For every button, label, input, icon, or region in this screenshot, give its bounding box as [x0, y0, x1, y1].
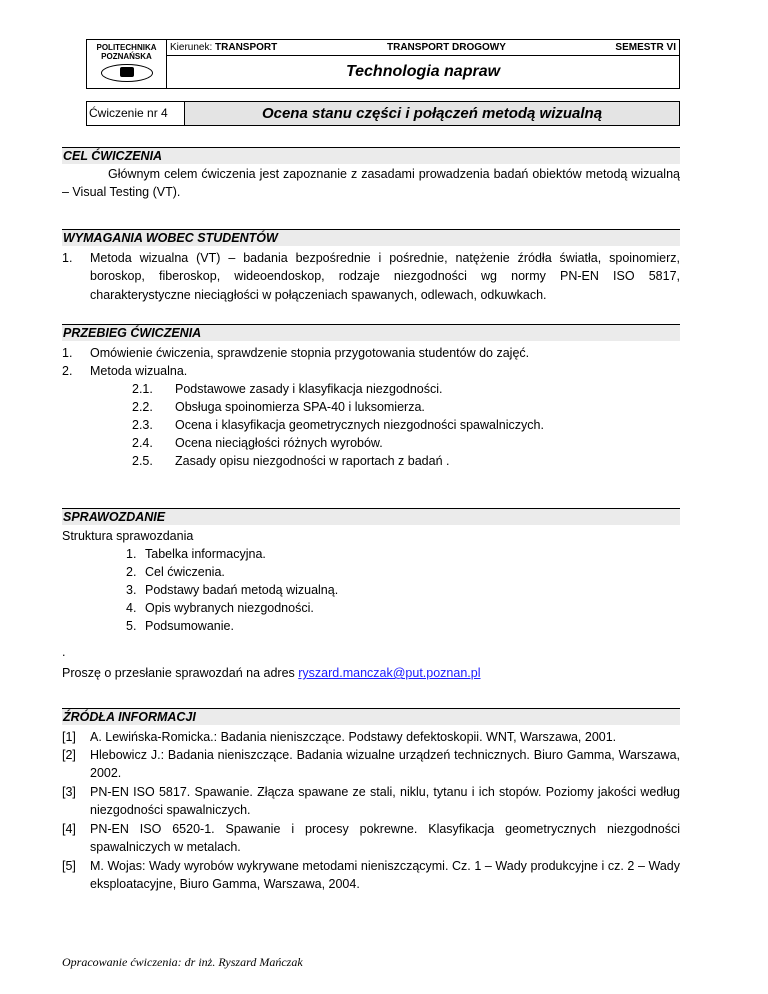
kierunek: Kierunek: TRANSPORT — [170, 42, 278, 53]
przebieg-subitem-text: Podstawowe zasady i klasyfikacja niezgodności. — [175, 382, 443, 396]
source-text: PN-EN ISO 6520-1. Spawanie i procesy pokrewne. Klasyfikacja geometrycznych niezgodności spawalniczych w metalach. — [90, 822, 680, 855]
sprawozdanie-item-num: 1. — [126, 547, 137, 561]
sprawozdanie-intro: Struktura sprawozdania — [62, 529, 194, 543]
sprawozdanie-item-num: 4. — [126, 601, 137, 615]
section-heading-zrodla: ŹRÓDŁA INFORMACJI — [62, 708, 680, 725]
source-text: M. Wojas: Wady wyrobów wykrywane metodami nieniszczącymi. Cz. 1 – Wady produkcyjne i cz. 2 – Wady eksploatacyjne, Biuro Gamma, Warszawa, 2004. — [90, 859, 680, 892]
cel-text: Głównym celem ćwiczenia jest zapoznanie z zasadami prowadzenia badań obiektów metodą wizualną – Visual Testing (VT). — [62, 167, 680, 200]
sprawozdanie-item-text: Cel ćwiczenia. — [145, 565, 225, 579]
section-heading-wymagania: WYMAGANIA WOBEC STUDENTÓW — [62, 229, 680, 246]
exercise-row — [86, 101, 680, 126]
university-emblem-icon — [101, 64, 153, 82]
sprawozdanie-item-num: 2. — [126, 565, 137, 579]
przebieg-subitem-text: Ocena i klasyfikacja geometrycznych niezgodności spawalniczych. — [175, 418, 544, 432]
header-table — [86, 39, 680, 89]
source-num: [2] — [62, 748, 76, 762]
university-name-line1: POLITECHNIKA — [96, 43, 157, 52]
email-link[interactable]: ryszard.manczak@put.poznan.pl — [298, 666, 481, 680]
przebieg-subitem-num: 2.3. — [132, 418, 153, 432]
header-info-row — [167, 40, 679, 56]
wymagania-item-text: Metoda wizualna (VT) – badania bezpośrednie i pośrednie, natężenie źródła światła, spoinomierz, boroskop, fiberoskop, wideoendoskop, rodzaje niezgodności wg normy PN-EN ISO 5817, charakterystyczne nieciągłości w połączeniach spawanych, odlewach, odkuwkach. — [90, 251, 680, 302]
przebieg-subitem-text: Obsługa spoinomierza SPA-40 i luksomierza. — [175, 400, 425, 414]
sprawozdanie-dot: . — [62, 645, 66, 659]
przebieg-subitem-text: Zasady opisu niezgodności w raportach z badań . — [175, 454, 450, 468]
course-title: Technologia napraw — [345, 63, 501, 80]
section-heading-przebieg: PRZEBIEG ĆWICZENIA — [62, 324, 680, 341]
source-num: [1] — [62, 730, 76, 744]
przebieg-item-num: 2. — [62, 364, 73, 378]
university-name-line2: POZNAŃSKA — [101, 52, 152, 61]
exercise-topic: Ocena stanu części i połączeń metodą wizualną — [185, 102, 679, 125]
source-text: A. Lewińska-Romicka.: Badania nieniszczące. Podstawy defektoskopii. WNT, Warszawa, 2001. — [90, 730, 617, 744]
sprawozdanie-item-text: Opis wybranych niezgodności. — [145, 601, 314, 615]
sprawozdanie-item-text: Podstawy badań metodą wizualną. — [145, 583, 339, 597]
przebieg-item-text: Omówienie ćwiczenia, sprawdzenie stopnia przygotowania studentów do zajęć. — [90, 346, 530, 360]
section-heading-cel: CEL ĆWICZENIA — [62, 147, 680, 164]
exercise-number: Ćwiczenie nr 4 — [87, 102, 185, 125]
przebieg-subitem-num: 2.5. — [132, 454, 153, 468]
przebieg-item-num: 1. — [62, 346, 73, 360]
source-num: [5] — [62, 859, 76, 873]
source-text: Hlebowicz J.: Badania nieniszczące. Badania wizualne urządzeń technicznych. Biuro Gamma, Warszawa, 2002. — [90, 748, 680, 781]
section-heading-sprawozdanie: SPRAWOZDANIE — [62, 508, 680, 525]
semester: SEMESTR VI — [615, 42, 676, 53]
source-num: [3] — [62, 785, 76, 799]
przebieg-subitem-num: 2.2. — [132, 400, 153, 414]
sprawozdanie-item-num: 5. — [126, 619, 137, 633]
send-text: Proszę o przesłanie sprawozdań na adres — [62, 666, 295, 680]
przebieg-subitem-num: 2.1. — [132, 382, 153, 396]
sprawozdanie-item-text: Tabelka informacyjna. — [145, 547, 266, 561]
sprawozdanie-send-line — [62, 664, 481, 682]
footer-author: Opracowanie ćwiczenia: dr inż. Ryszard Mańczak — [62, 955, 303, 969]
wymagania-item-num: 1. — [62, 251, 73, 265]
sprawozdanie-item-text: Podsumowanie. — [145, 619, 234, 633]
sprawozdanie-item-num: 3. — [126, 583, 137, 597]
source-text: PN-EN ISO 5817. Spawanie. Złącza spawane ze stali, niklu, tytanu i ich stopów. Poziomy jakości według niezgodności spawalniczych. — [90, 785, 680, 818]
specialty: TRANSPORT DROGOWY — [387, 42, 506, 53]
przebieg-subitem-text: Ocena nieciągłości różnych wyrobów. — [175, 436, 383, 450]
university-logo — [87, 40, 167, 88]
przebieg-item-text: Metoda wizualna. — [90, 364, 188, 378]
source-num: [4] — [62, 822, 76, 836]
przebieg-subitem-num: 2.4. — [132, 436, 153, 450]
